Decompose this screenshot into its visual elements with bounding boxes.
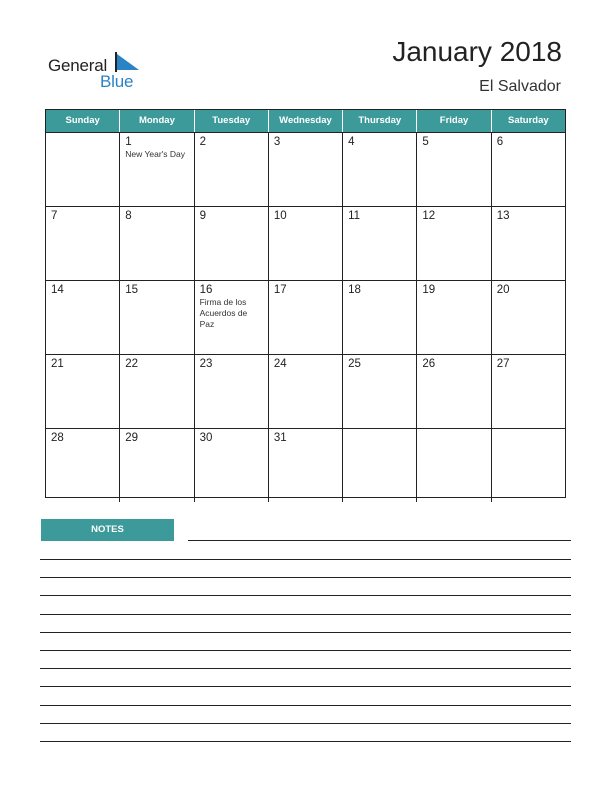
calendar-day-cell [417,429,491,502]
day-number: 25 [348,358,361,370]
day-number: 22 [125,358,139,370]
calendar-day-cell [343,207,417,280]
calendar-week-row [46,428,565,502]
calendar-day-cell [417,355,491,428]
calendar-day-cell [46,133,120,206]
weekday-saturday: Saturday [508,115,549,126]
day-number: 21 [51,358,64,370]
calendar-day-cell [492,429,565,502]
calendar-day-cell [120,355,194,428]
day-number: 19 [422,284,436,296]
day-number: 8 [125,210,132,222]
day-number: 23 [199,358,213,370]
calendar-day-cell [195,133,269,206]
note-line [40,559,571,560]
day-number: 13 [496,210,510,222]
weekday-tuesday: Tuesday [195,110,269,132]
calendar-week-row [46,280,565,354]
note-line [40,723,571,724]
generalblue-logo [48,52,158,92]
calendar-day-cell [195,355,269,428]
calendar-day-cell [46,355,120,428]
day-number: 24 [273,358,287,370]
calendar-week-row [46,354,565,428]
note-line [40,705,571,706]
weekday-wednesday: Wednesday [269,110,343,132]
weekday-sunday: Sunday [46,110,120,132]
note-line [40,741,571,742]
weekday-header [46,110,565,132]
day-number: 15 [125,284,139,296]
calendar-day-cell [343,429,417,502]
day-number: 26 [422,358,436,370]
calendar-day-cell [269,429,343,502]
day-number: 10 [273,210,287,222]
calendar-day-cell [492,355,565,428]
weekday-monday: Monday [120,110,194,132]
note-line [40,577,571,578]
calendar-day-cell [492,207,565,280]
calendar-day-cell [492,133,565,206]
calendar-day-cell [492,281,565,354]
calendar-day-cell [120,429,194,502]
calendar-week-row [46,132,565,206]
notes-label: NOTES [41,519,174,541]
calendar-day-cell [195,207,269,280]
note-line [40,650,571,651]
calendar-day-cell [195,281,269,354]
calendar-day-cell [269,133,343,206]
logo-text-general: General [48,56,108,75]
calendar-day-cell [269,207,343,280]
weekday-thursday: Thursday [343,110,417,132]
note-line [40,595,571,596]
day-number: 4 [348,136,355,148]
calendar-day-cell [417,281,491,354]
day-number: 3 [273,136,281,148]
calendar-day-cell [120,207,194,280]
day-number: 28 [51,432,64,444]
weekday-friday: Friday [417,110,491,132]
note-line [40,632,571,633]
calendar-day-cell [46,429,120,502]
calendar-day-cell [120,133,194,206]
calendar-week-row [46,206,565,280]
day-number: 31 [273,432,287,444]
day-number: 12 [422,210,436,222]
day-number: 5 [422,136,429,148]
calendar-day-cell [46,207,120,280]
calendar-day-cell [417,207,491,280]
calendar-weeks [46,132,565,502]
note-line [188,540,571,541]
day-number: 2 [199,136,206,148]
day-number: 11 [348,210,361,222]
country-name: El Salvador [479,78,561,95]
note-line [40,614,571,615]
calendar-day-cell [417,133,491,206]
day-number: 9 [199,210,206,222]
page-title: January 2018 [392,36,562,67]
day-number: 18 [348,284,361,296]
holiday-label: Firma de los Acuerdos de Paz [199,297,248,329]
day-number: 1 [125,136,132,148]
calendar-day-cell [343,133,417,206]
note-line [40,668,571,669]
holiday-label: New Year's Day [125,149,186,159]
calendar-day-cell [195,429,269,502]
day-number: 7 [51,210,58,222]
calendar-day-cell [343,281,417,354]
day-number: 6 [496,136,504,148]
calendar-day-cell [46,281,120,354]
calendar-grid [45,109,566,498]
day-number: 17 [273,284,287,296]
day-number: 27 [496,358,510,370]
day-number: 30 [199,432,213,444]
day-number: 20 [496,284,510,296]
calendar-day-cell [269,355,343,428]
calendar-day-cell [120,281,194,354]
logo-flag-icon [115,52,141,72]
day-number: 14 [51,284,64,296]
logo-text-blue: Blue [100,72,134,91]
day-number: 16 [199,284,213,296]
calendar-day-cell [343,355,417,428]
calendar-day-cell [269,281,343,354]
day-number: 29 [125,432,139,444]
note-line [40,686,571,687]
